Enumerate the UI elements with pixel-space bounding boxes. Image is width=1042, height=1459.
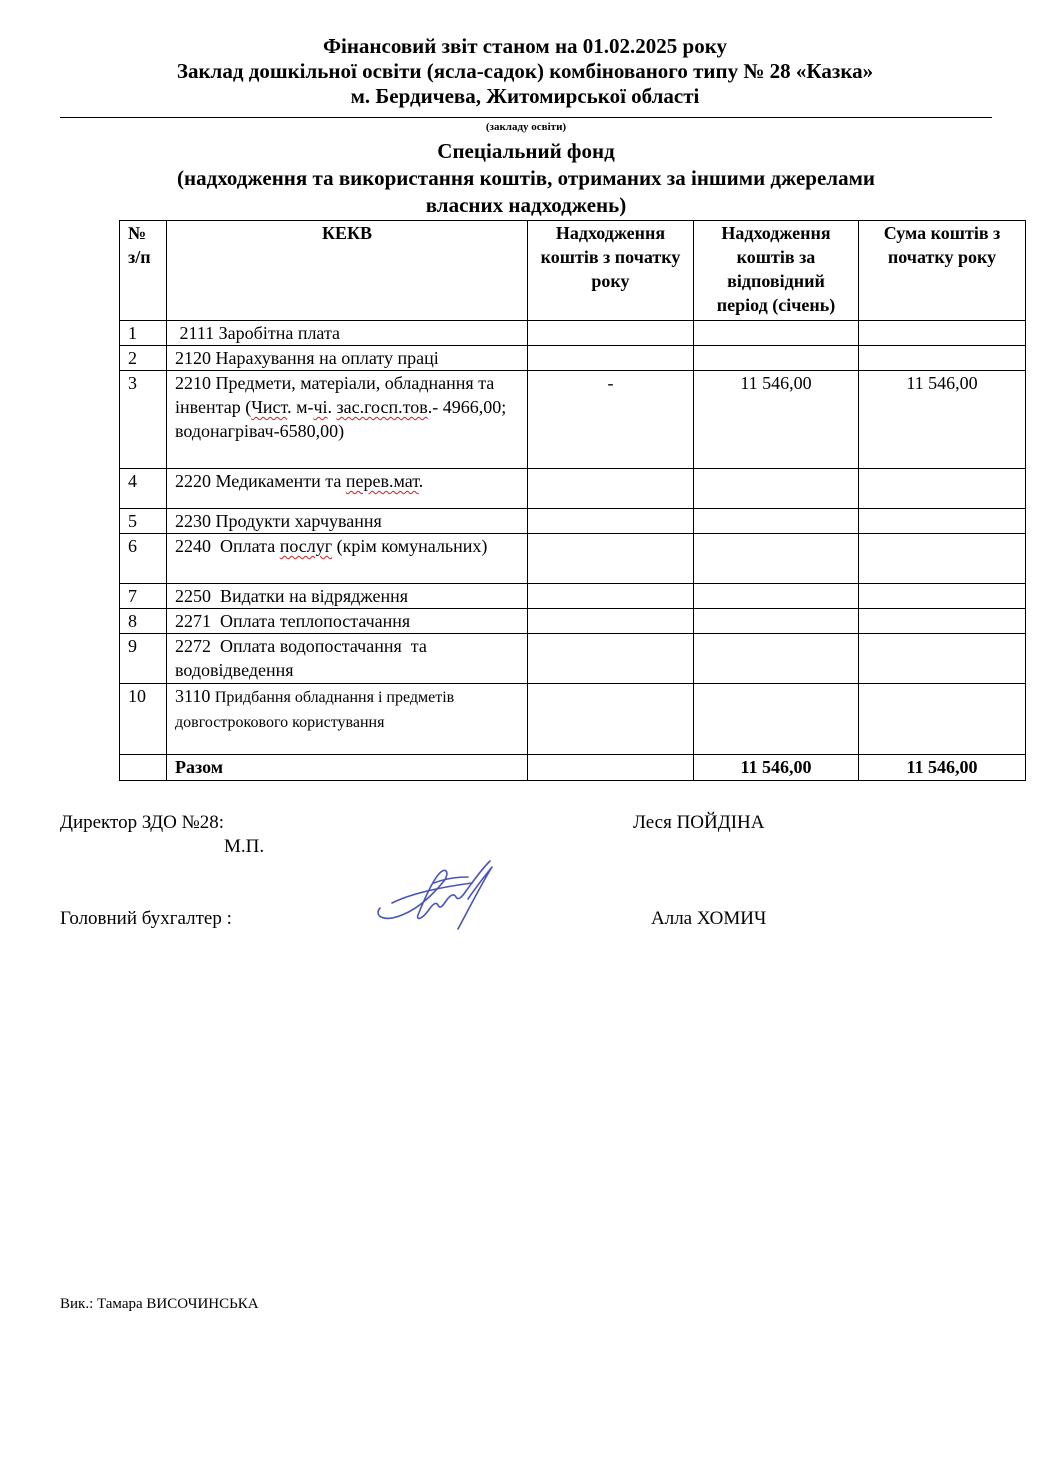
header-sum-year: Сума коштів з початку року (859, 221, 1026, 321)
executor-note: Вик.: Тамара ВИСОЧИНСЬКА (60, 1296, 259, 1312)
row-kekv: 2120 Нарахування на оплату праці (167, 346, 528, 371)
institution-name: Заклад дошкільної освіти (ясла-садок) комбінованого типу № 28 «Казка» (176, 59, 874, 83)
row-kekv (167, 534, 528, 584)
row-income-year (528, 534, 694, 584)
report-title: Фінансовий звіт станом на 01.02.2025 року (322, 34, 728, 58)
row-sum-year (859, 534, 1026, 584)
row-sum-year (859, 609, 1026, 634)
kekv-text: Придбання обладнання і предметів довгострокового користування (175, 689, 455, 731)
institution-underline (60, 117, 992, 118)
table-row (120, 634, 1026, 684)
kekv-text: 2210 Предмети, матеріали, обладнання та інвентар ( (175, 373, 495, 417)
director-label: Директор ЗДО №28: (60, 812, 225, 833)
table-row (120, 346, 1026, 371)
row-num: 7 (120, 584, 167, 609)
director-name: Леся ПОЙДІНА (633, 812, 765, 833)
total-label: Разом (167, 755, 528, 781)
row-num: 3 (120, 371, 167, 469)
row-income-period (694, 346, 859, 371)
total-income-year (528, 755, 694, 781)
row-income-year (528, 634, 694, 684)
kekv-text: . м- (287, 397, 314, 417)
table-row (120, 684, 1026, 755)
table-row (120, 534, 1026, 584)
row-sum-year (859, 346, 1026, 371)
header-income-year: Надходження коштів з початку року (528, 221, 694, 321)
accountant-signature (372, 853, 507, 933)
row-sum-year (859, 469, 1026, 509)
row-income-period (694, 321, 859, 346)
row-income-year (528, 346, 694, 371)
total-sum-year: 11 546,00 (859, 755, 1026, 781)
report-header (60, 34, 990, 109)
total-num (120, 755, 167, 781)
row-kekv: 2272 Оплата водопостачання та водовідведення (167, 634, 528, 684)
kekv-text: чі (313, 397, 328, 417)
row-sum-year (859, 634, 1026, 684)
table-row (120, 371, 1026, 469)
kekv-text: . (418, 471, 424, 491)
row-kekv: 2111 Заробітна плата (167, 321, 528, 346)
row-num: 2 (120, 346, 167, 371)
row-income-year (528, 469, 694, 509)
kekv-text: зас.госп.тов (336, 397, 428, 417)
header-num: № з/п (120, 221, 167, 321)
row-sum-year (859, 684, 1026, 755)
kekv-code: 3110 (175, 686, 215, 706)
row-sum-year (859, 584, 1026, 609)
row-num: 9 (120, 634, 167, 684)
table-header-row (120, 221, 1026, 321)
fund-subtitle-line1: (надходження та використання коштів, отриманих за іншими джерелами (177, 166, 875, 190)
header-income-period: Надходження коштів за відповідний період (січень) (694, 221, 859, 321)
kekv-text: послуг (279, 536, 333, 556)
row-num: 8 (120, 609, 167, 634)
fund-heading (60, 138, 992, 219)
row-income-year (528, 684, 694, 755)
report-table (119, 220, 1026, 781)
kekv-text: . (327, 397, 333, 417)
row-num: 6 (120, 534, 167, 584)
row-income-period (694, 509, 859, 534)
row-income-period (694, 634, 859, 684)
row-sum-year: 11 546,00 (859, 371, 1026, 469)
stamp-label: М.П. (224, 836, 265, 857)
institution-city: м. Бердичева, Житомирської області (350, 84, 700, 108)
total-income-period: 11 546,00 (694, 755, 859, 781)
kekv-text: .- 4966,00; водонагрівач-6580,00) (175, 397, 507, 441)
row-num: 4 (120, 469, 167, 509)
table-row (120, 469, 1026, 509)
row-income-period (694, 584, 859, 609)
row-kekv (167, 684, 528, 755)
row-num: 5 (120, 509, 167, 534)
table-row (120, 584, 1026, 609)
fund-subtitle-line2: власних надходжень) (425, 193, 627, 217)
row-income-period (694, 534, 859, 584)
table-total-row (120, 755, 1026, 781)
row-kekv (167, 371, 528, 469)
row-sum-year (859, 321, 1026, 346)
kekv-text: перев.мат (345, 471, 419, 491)
row-kekv: 2230 Продукти харчування (167, 509, 528, 534)
table-row (120, 609, 1026, 634)
table-row (120, 509, 1026, 534)
row-income-year (528, 584, 694, 609)
row-income-year (528, 609, 694, 634)
row-kekv: 2250 Видатки на відрядження (167, 584, 528, 609)
row-sum-year (859, 509, 1026, 534)
row-num: 1 (120, 321, 167, 346)
fund-title: Спеціальний фонд (437, 139, 615, 163)
kekv-text: Чист (251, 397, 288, 417)
row-income-period (694, 469, 859, 509)
table-row (120, 321, 1026, 346)
row-income-year (528, 509, 694, 534)
row-income-year (528, 321, 694, 346)
accountant-label: Головний бухгалтер : (60, 908, 232, 929)
row-income-year: - (528, 371, 694, 469)
row-income-period: 11 546,00 (694, 371, 859, 469)
row-kekv: 2271 Оплата теплопостачання (167, 609, 528, 634)
row-num: 10 (120, 684, 167, 755)
row-income-period (694, 684, 859, 755)
header-kekv: КЕКВ (167, 221, 528, 321)
kekv-text: 2240 Оплата (175, 536, 280, 556)
kekv-text: (крім комунальних) (332, 536, 488, 556)
row-kekv (167, 469, 528, 509)
accountant-name: Алла ХОМИЧ (651, 908, 767, 929)
row-income-period (694, 609, 859, 634)
kekv-text: 2220 Медикаменти та (175, 471, 346, 491)
institution-caption: (закладу освіти) (485, 121, 567, 133)
